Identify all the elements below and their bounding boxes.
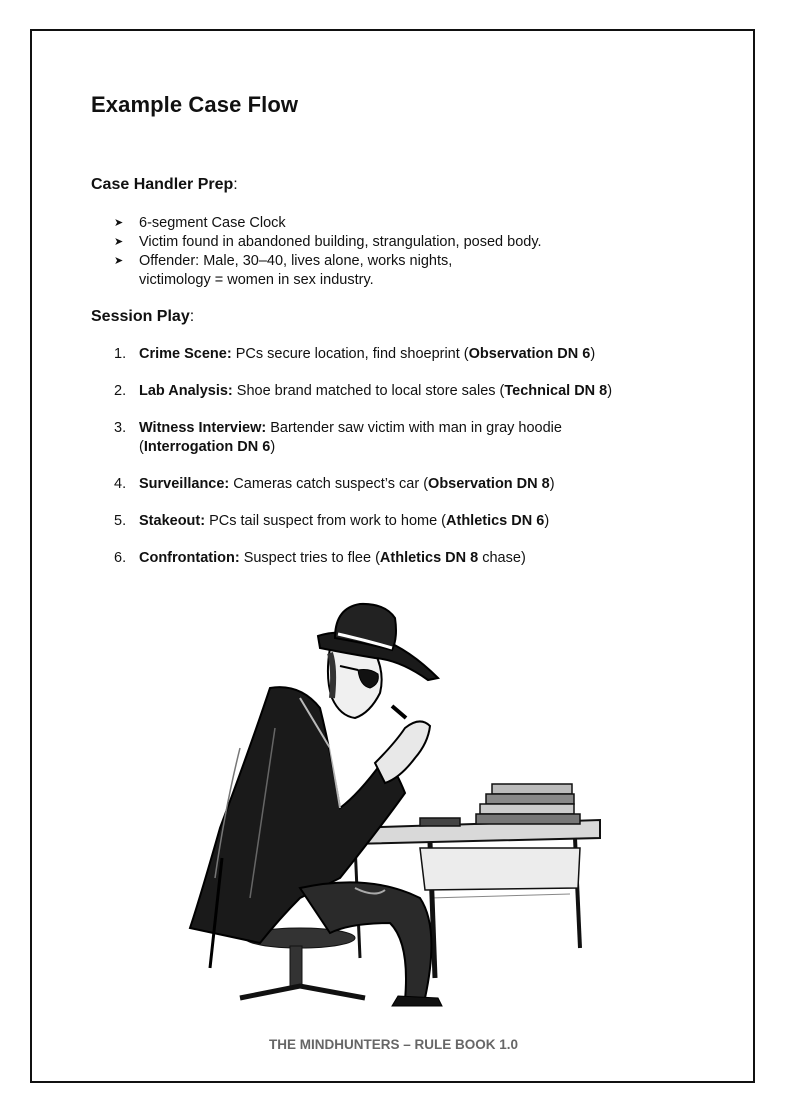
- page-title: Example Case Flow: [91, 92, 299, 117]
- arrow-bullet-icon: ➤: [114, 236, 124, 248]
- step-item: 1. Crime Scene: PCs secure location, find shoeprint (Observation DN 6): [114, 346, 596, 362]
- detective-at-desk-illustration: [180, 598, 610, 1008]
- arrow-bullet-icon: ➤: [114, 217, 124, 229]
- step-item: 4. Surveillance: Cameras catch suspect’s car (Observation DN 8): [114, 476, 555, 492]
- book-stack: [420, 784, 580, 826]
- list-item: ➤ Victim found in abandoned building, strangulation, posed body.: [114, 234, 542, 250]
- prep-heading: Case Handler Prep:: [91, 176, 238, 193]
- step-item: 3. Witness Interview: Bartender saw victim with man in gray hoodie (Interrogation DN 6): [114, 420, 562, 455]
- arrow-bullet-icon: ➤: [114, 255, 124, 267]
- list-item: ➤ Offender: Male, 30–40, lives alone, works nights, victimology = women in sex industry.: [114, 253, 453, 288]
- prep-list: [114, 214, 542, 290]
- step-item: 6. Confrontation: Suspect tries to flee (Athletics DN 8 chase): [114, 550, 526, 566]
- session-steps: [114, 345, 694, 568]
- step-item: 5. Stakeout: PCs tail suspect from work to home (Athletics DN 6): [114, 513, 550, 529]
- step-item: 2. Lab Analysis: Shoe brand matched to local store sales (Technical DN 8): [114, 383, 613, 399]
- list-item: ➤ 6-segment Case Clock: [114, 215, 286, 231]
- page-footer: THE MINDHUNTERS – RULE BOOK 1.0: [268, 1037, 519, 1052]
- session-heading: Session Play:: [91, 308, 195, 325]
